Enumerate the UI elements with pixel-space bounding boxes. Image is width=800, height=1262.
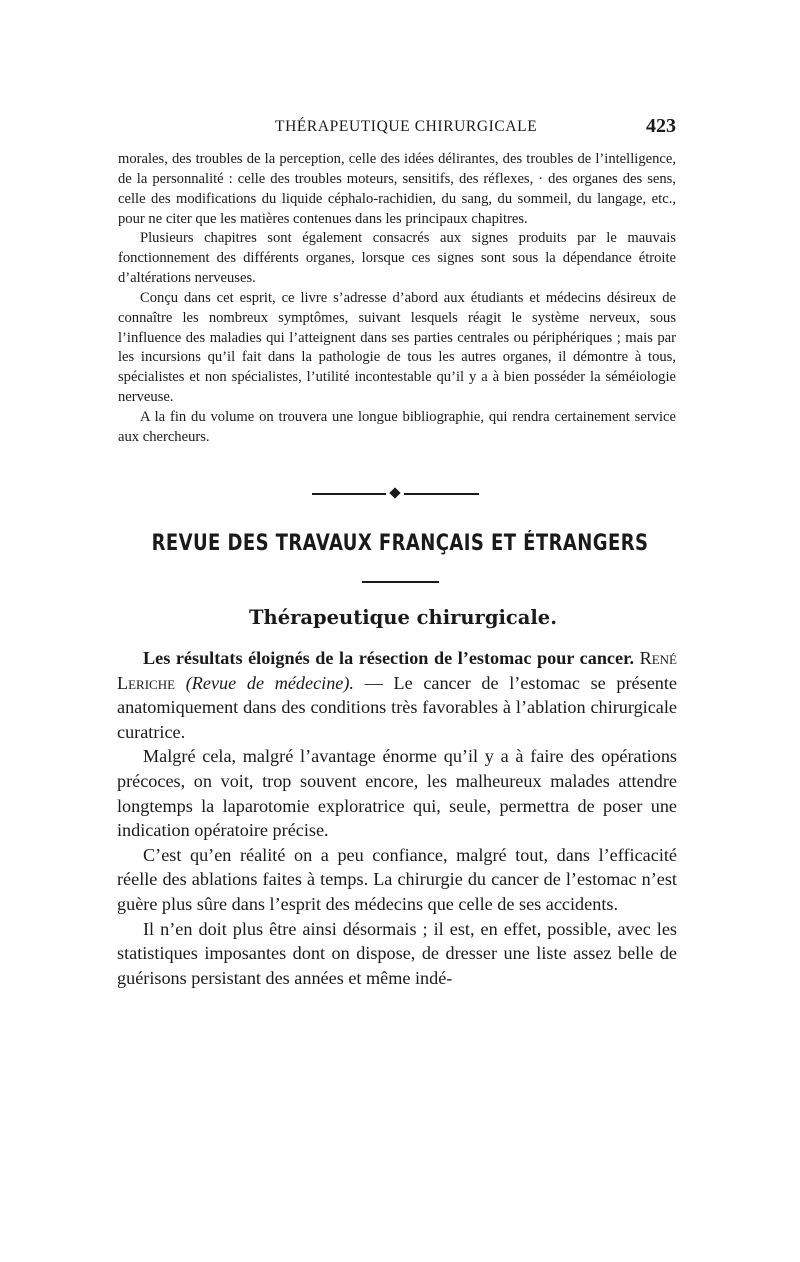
ornament-line-right (404, 493, 479, 495)
running-title: THÉRAPEUTIQUE CHIRURGICALE (275, 118, 538, 135)
page-number: 423 (646, 115, 676, 137)
article-paragraph: Malgré cela, malgré l’avantage énorme qu’il y a à faire des opérations précoces, on voit, trop souvent encore, les malheureux malades attendre longtemps la laparotomie exploratrice qui, seule, permettra de poser une indication opératoire précise. (117, 746, 677, 841)
section-heading: REVUE DES TRAVAUX FRANÇAIS ET ÉTRANGERS (151, 531, 649, 556)
ornament-line-left (312, 493, 386, 495)
subsection-heading: Thérapeutique chirurgicale. (249, 606, 557, 629)
heading-rule (362, 581, 439, 583)
review-paragraph: Conçu dans cet esprit, ce livre s’adresse d’abord aux étudiants et médecins désireux de connaître les nombreux symptômes, suivant lesquels réagit le système nerveux, sous l’influence des maladies qui l’atteignent dans ses parties centrales ou périphériques ; mais par les incursions qu’il fait dans la pathologie de tous les autres organes, il démontre à tous, spécialistes et non spécialistes, l’utilité incontestable qu’il y a à bien posséder la séméiologie nerveuse. (118, 289, 676, 406)
article (117, 646, 677, 990)
section-divider-ornament (312, 488, 479, 500)
article-paragraph: C’est qu’en réalité on a peu confiance, malgré tout, dans l’efficacité réelle des ablations faites à temps. La chirurgie du cancer de l’estomac n’est guère plus sûre dans l’esprit des médecins que celle de ses accidents. (117, 844, 677, 914)
article-author: René Leriche (117, 648, 677, 693)
article-paragraph: Il n’en doit plus être ainsi désormais ; il est, en effet, possible, avec les statistiques imposantes dont on dispose, de dresser une liste assez belle de guérisons persistant des années et même indé- (117, 918, 677, 988)
diamond-icon (389, 487, 400, 498)
article-lead-text: — Le cancer de l’estomac se présente anatomiquement dans des conditions très favorables à l’ablation chirurgicale curatrice. (117, 672, 678, 742)
review-paragraph: morales, des troubles de la perception, celle des idées délirantes, des troubles de l’intelligence, de la personnalité : celle des troubles moteurs, sensitifs, des réflexes, · des organes des sens, celle des modifications du liquide céphalo-rachidien, du sang, du sommeil, du langage, etc., pour ne citer que les matières contenues dans les principaux chapitres. (118, 151, 676, 227)
article-source: (Revue de médecine). (185, 672, 354, 693)
review-paragraph: A la fin du volume on trouvera une longue bibliographie, qui rendra certainement service aux chercheurs. (118, 408, 676, 445)
article-title: Les résultats éloignés de la résection de l’estomac pour cancer. (143, 648, 635, 668)
article-lead-paragraph (117, 646, 677, 744)
running-head (120, 115, 680, 140)
book-review-text (118, 150, 676, 448)
review-paragraph: Plusieurs chapitres sont également consacrés aux signes produits par le mauvais fonctionnement des différents organes, lorsque ces signes sont sous la dépendance étroite d’altérations nerveuses. (118, 230, 676, 287)
